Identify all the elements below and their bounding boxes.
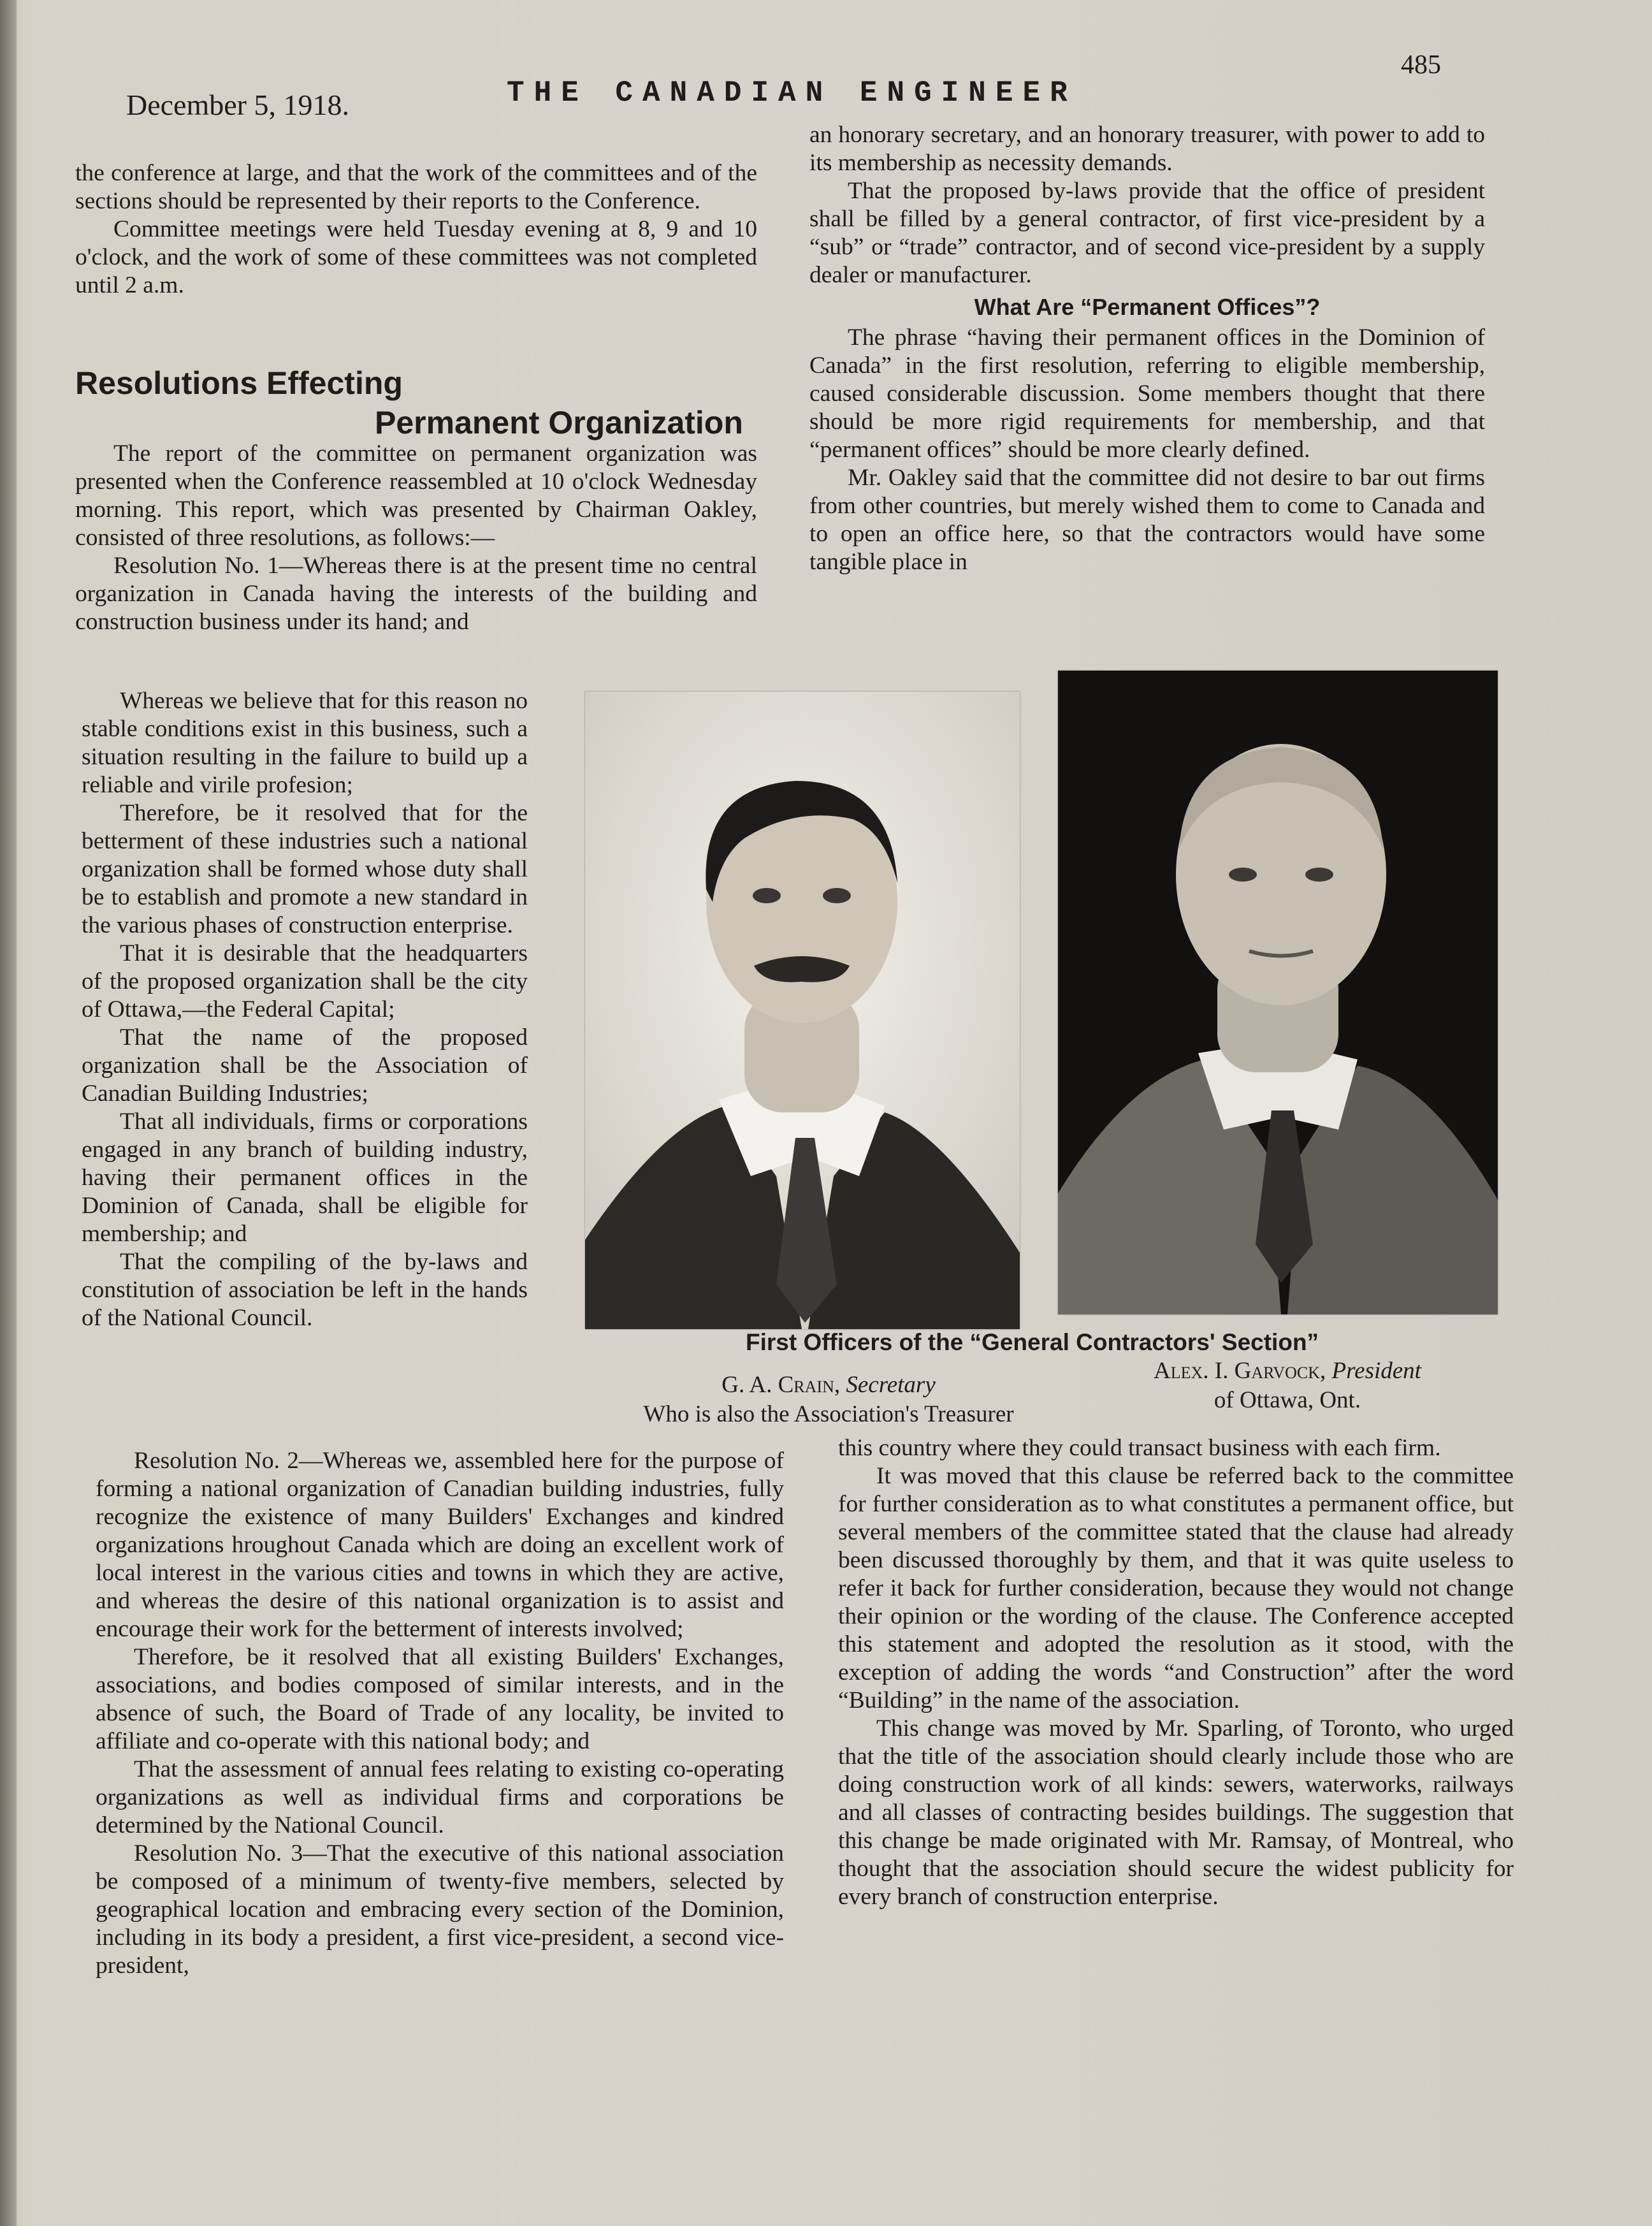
- portrait-photo-crain: [585, 692, 1020, 1329]
- paragraph: That the assessment of annual fees relating to existing co-operating organizations as well as individual firms and corporations be determined by the National Council.: [96, 1756, 784, 1838]
- paragraph: Committee meetings were held Tuesday evening at 8, 9 and 10 o'clock, and the work of some of these committees was not completed until 2 a.m.: [75, 216, 757, 298]
- paragraph: It was moved that this clause be referred back to the committee for further consideration as to what constitutes a permanent office, but several members of the committee stated that the clause had already been discussed thoroughly by them, and that it was quite useless to refer it back for further consideration, because they would not change their opinion or the wording of the clause. The Conference accepted this statement and adopted the resolution as it stood, with the exception of adding the words “and Construction” after the word “Building” in the name of the association.: [838, 1463, 1514, 1713]
- right-column-top: [809, 121, 1485, 576]
- paragraph: That the compiling of the by-laws and constitution of association be left in the hands of the National Council.: [82, 1249, 528, 1331]
- caption-role: President: [1331, 1358, 1421, 1384]
- paragraph: This change was moved by Mr. Sparling, of Toronto, who urged that the title of the association should clearly include those who are doing construction work of all kinds: sewers, waterworks, railways and all classes of contracting besides buildings. The suggestion that this change be made originated with Mr. Ramsay, of Montreal, who thought that the association should secure the widest publicity for every branch of construction enterprise.: [838, 1715, 1514, 1910]
- caption-crain: [599, 1371, 1058, 1429]
- left-column-resolution-1: [82, 687, 528, 1332]
- caption-name: G. A. Crain,: [721, 1372, 841, 1398]
- page-number: 485: [1401, 50, 1441, 80]
- caption-name: Alex. I. Garvock,: [1154, 1358, 1326, 1384]
- paragraph: Resolution No. 1—Whereas there is at the present time no central organization in Canada having the interests of the building and construction business under its hand; and: [75, 553, 757, 635]
- paragraph: the conference at large, and that the work of the committees and of the sections should be represented by their reports to the Conference.: [75, 160, 757, 214]
- left-column-resolutions-2-3: [96, 1447, 784, 1980]
- paragraph: this country where they could transact business with each firm.: [838, 1435, 1441, 1461]
- paragraph: That the proposed by-laws provide that the office of president shall be filled by a general contractor, of first vice-president by a “sub” or “trade” contractor, and of second vice-president by a supply dealer or manufacturer.: [809, 178, 1485, 288]
- paragraph: That it is desirable that the headquarters of the proposed organization shall be the city of Ottawa,—the Federal Capital;: [82, 940, 528, 1022]
- caption-note: Who is also the Association's Treasurer: [643, 1401, 1014, 1427]
- paragraph: The phrase “having their permanent offices in the Dominion of Canada” in the first resolution, referring to eligible membership, caused considerable discussion. Some members thought that there should be more rigid requirements for membership, and that “permanent offices” should be more clearly defined.: [809, 324, 1485, 463]
- headline-line-1: Resolutions Effecting: [75, 365, 403, 401]
- section-headline: [75, 363, 764, 442]
- paragraph: Resolution No. 3—That the executive of this national association be composed of a minimum of twenty-five members, selected by geographical location and embracing every section of the Dominion, including in its body a president, a first vice-president, a second vice-president,: [96, 1840, 784, 1979]
- paragraph: Mr. Oakley said that the committee did not desire to bar out firms from other countries, but merely wished them to come to Canada and to open an office here, so that the contractors would have some tangible place in: [809, 465, 1485, 575]
- right-column-bottom: [838, 1434, 1514, 1911]
- caption-garvock: [1083, 1357, 1491, 1415]
- portrait-illustration: [585, 692, 1020, 1329]
- paragraph: Whereas we believe that for this reason no stable conditions exist in this business, such a situation resulting in the failure to build up a reliable and virile profesion;: [82, 688, 528, 798]
- paragraph: Therefore, be it resolved that all existing Builders' Exchanges, associations, and bodies composed of similar interests, and in the absence of such, the Board of Trade of any locality, be invited to affiliate and co-operate with this national body; and: [96, 1644, 784, 1754]
- header-title: THE CANADIAN ENGINEER: [507, 76, 1077, 110]
- paragraph: Therefore, be it resolved that for the betterment of these industries such a national organization shall be formed whose duty shall be to establish and promote a new standard in the various phases of construction enterprise.: [82, 800, 528, 938]
- photo-caption-title: First Officers of the “General Contractors' Section”: [746, 1329, 1319, 1355]
- subheading-permanent-offices: What Are “Permanent Offices”?: [974, 294, 1321, 320]
- paragraph: That the name of the proposed organization shall be the Association of Canadian Building Industries;: [82, 1024, 528, 1107]
- left-column-intro: [75, 159, 757, 300]
- left-column-report: [75, 440, 757, 636]
- paragraph: Resolution No. 2—Whereas we, assembled here for the purpose of forming a national organization of Canadian building industries, fully recognize the existence of many Builders' Exchanges and kindred organizations hroughout Canada which are doing an excellent work of local interest in the various cities and towns in which they are active, and whereas the desire of this national organization is to assist and encourage their work for the betterment of interests involved;: [96, 1448, 784, 1642]
- header-date: December 5, 1918.: [126, 89, 349, 121]
- caption-role: Secretary: [846, 1372, 936, 1398]
- portrait-illustration: [1058, 671, 1498, 1314]
- paragraph: an honorary secretary, and an honorary treasurer, with power to add to its membership as necessity demands.: [809, 122, 1485, 176]
- caption-note: of Ottawa, Ont.: [1214, 1387, 1361, 1413]
- paragraph: That all individuals, firms or corporations engaged in any branch of building industry, having their permanent offices in the Dominion of Canada, shall be eligible for membership; and: [82, 1109, 528, 1247]
- paragraph: The report of the committee on permanent organization was presented when the Conference reassembled at 10 o'clock Wednesday morning. This report, which was presented by Chairman Oakley, consisted of three resolutions, as follows:—: [75, 440, 757, 551]
- headline-line-2: Permanent Organization: [375, 405, 743, 440]
- page-binding-edge: [0, 0, 17, 2226]
- portrait-photo-garvock: [1058, 671, 1498, 1314]
